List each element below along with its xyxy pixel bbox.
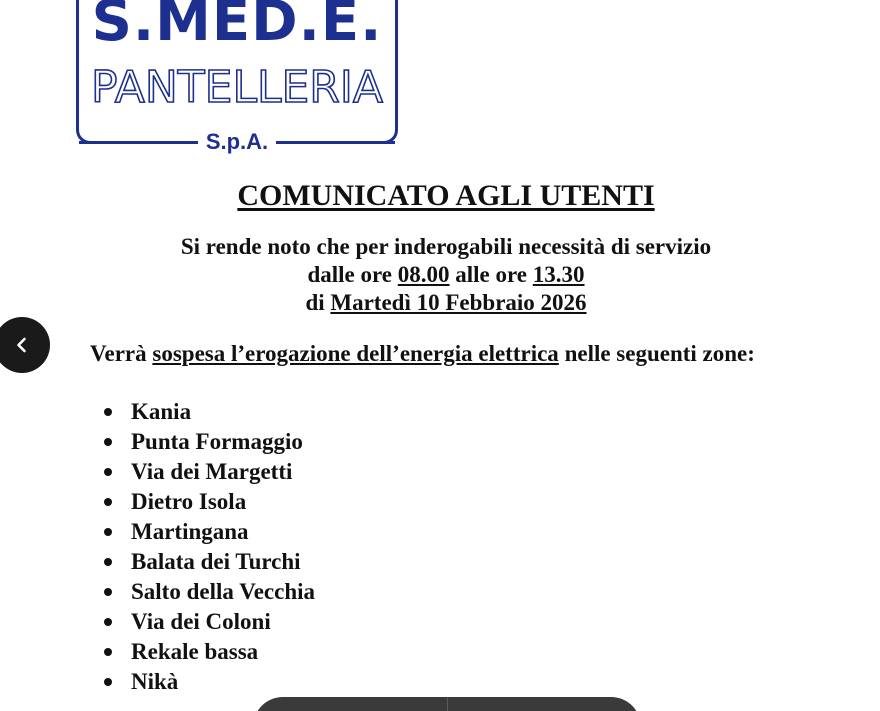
logo-text-pantelleria: PANTELLERIA	[91, 62, 383, 113]
notice-underlined: sospesa l’erogazione dell’energia elettrica	[152, 341, 559, 366]
company-logo	[76, 0, 398, 154]
page-title: COMUNICATO AGLI UTENTI	[237, 179, 655, 212]
logo-rule-right	[276, 141, 395, 144]
time-end: 13.30	[532, 262, 585, 287]
list-item	[104, 577, 315, 607]
list-item	[104, 607, 315, 637]
notice-part-2: nelle seguenti zone:	[558, 341, 755, 366]
zone-label: Kania	[131, 399, 192, 424]
bullet-icon	[104, 588, 112, 596]
bullet-icon	[104, 678, 112, 686]
zone-label: Martingana	[131, 519, 249, 544]
bullet-icon	[104, 438, 112, 446]
list-item	[104, 487, 315, 517]
toolbar-segment-left[interactable]	[253, 697, 447, 711]
list-item	[104, 397, 315, 427]
logo-text-spa: S.p.A.	[198, 129, 276, 155]
bullet-icon	[104, 648, 112, 656]
zone-label: Punta Formaggio	[131, 429, 303, 454]
chevron-left-icon	[12, 335, 32, 355]
bullet-icon	[104, 408, 112, 416]
list-item	[104, 517, 315, 547]
intro-line-1: Si rende noto che per inderogabili necessità di servizio	[180, 234, 712, 259]
zone-label: Via dei Coloni	[131, 609, 271, 634]
back-button[interactable]	[0, 317, 50, 373]
toolbar-segment-right[interactable]	[447, 697, 642, 711]
zone-label: Nikà	[131, 669, 179, 694]
intro-from-label: dalle ore	[307, 262, 398, 287]
intro-to-label: alle ore	[449, 262, 533, 287]
zone-label: Salto della Vecchia	[131, 579, 316, 604]
outage-notice	[90, 339, 755, 369]
zone-label: Balata dei Turchi	[131, 549, 301, 574]
bullet-icon	[104, 498, 112, 506]
zones-list	[104, 397, 315, 697]
list-item	[104, 637, 315, 667]
list-item	[104, 457, 315, 487]
logo-spa-row	[79, 129, 395, 155]
intro-line-2	[0, 261, 880, 289]
list-item	[104, 667, 315, 697]
zone-label: Via dei Margetti	[131, 459, 293, 484]
intro-line-3	[0, 289, 880, 317]
bullet-icon	[104, 468, 112, 476]
zone-label: Rekale bassa	[131, 639, 259, 664]
time-start: 08.00	[397, 262, 450, 287]
intro-of-label: di	[305, 290, 331, 315]
bullet-icon	[104, 558, 112, 566]
bottom-toolbar[interactable]	[253, 697, 641, 711]
bullet-icon	[104, 528, 112, 536]
logo-rule-left	[79, 141, 198, 144]
list-item	[104, 547, 315, 577]
outage-date: Martedì 10 Febbraio 2026	[330, 290, 587, 315]
list-item	[104, 427, 315, 457]
intro-block	[0, 233, 880, 317]
logo-text-smede: S.MED.E.	[91, 0, 383, 54]
zone-label: Dietro Isola	[131, 489, 247, 514]
bullet-icon	[104, 618, 112, 626]
notice-part-1: Verrà	[90, 341, 153, 366]
